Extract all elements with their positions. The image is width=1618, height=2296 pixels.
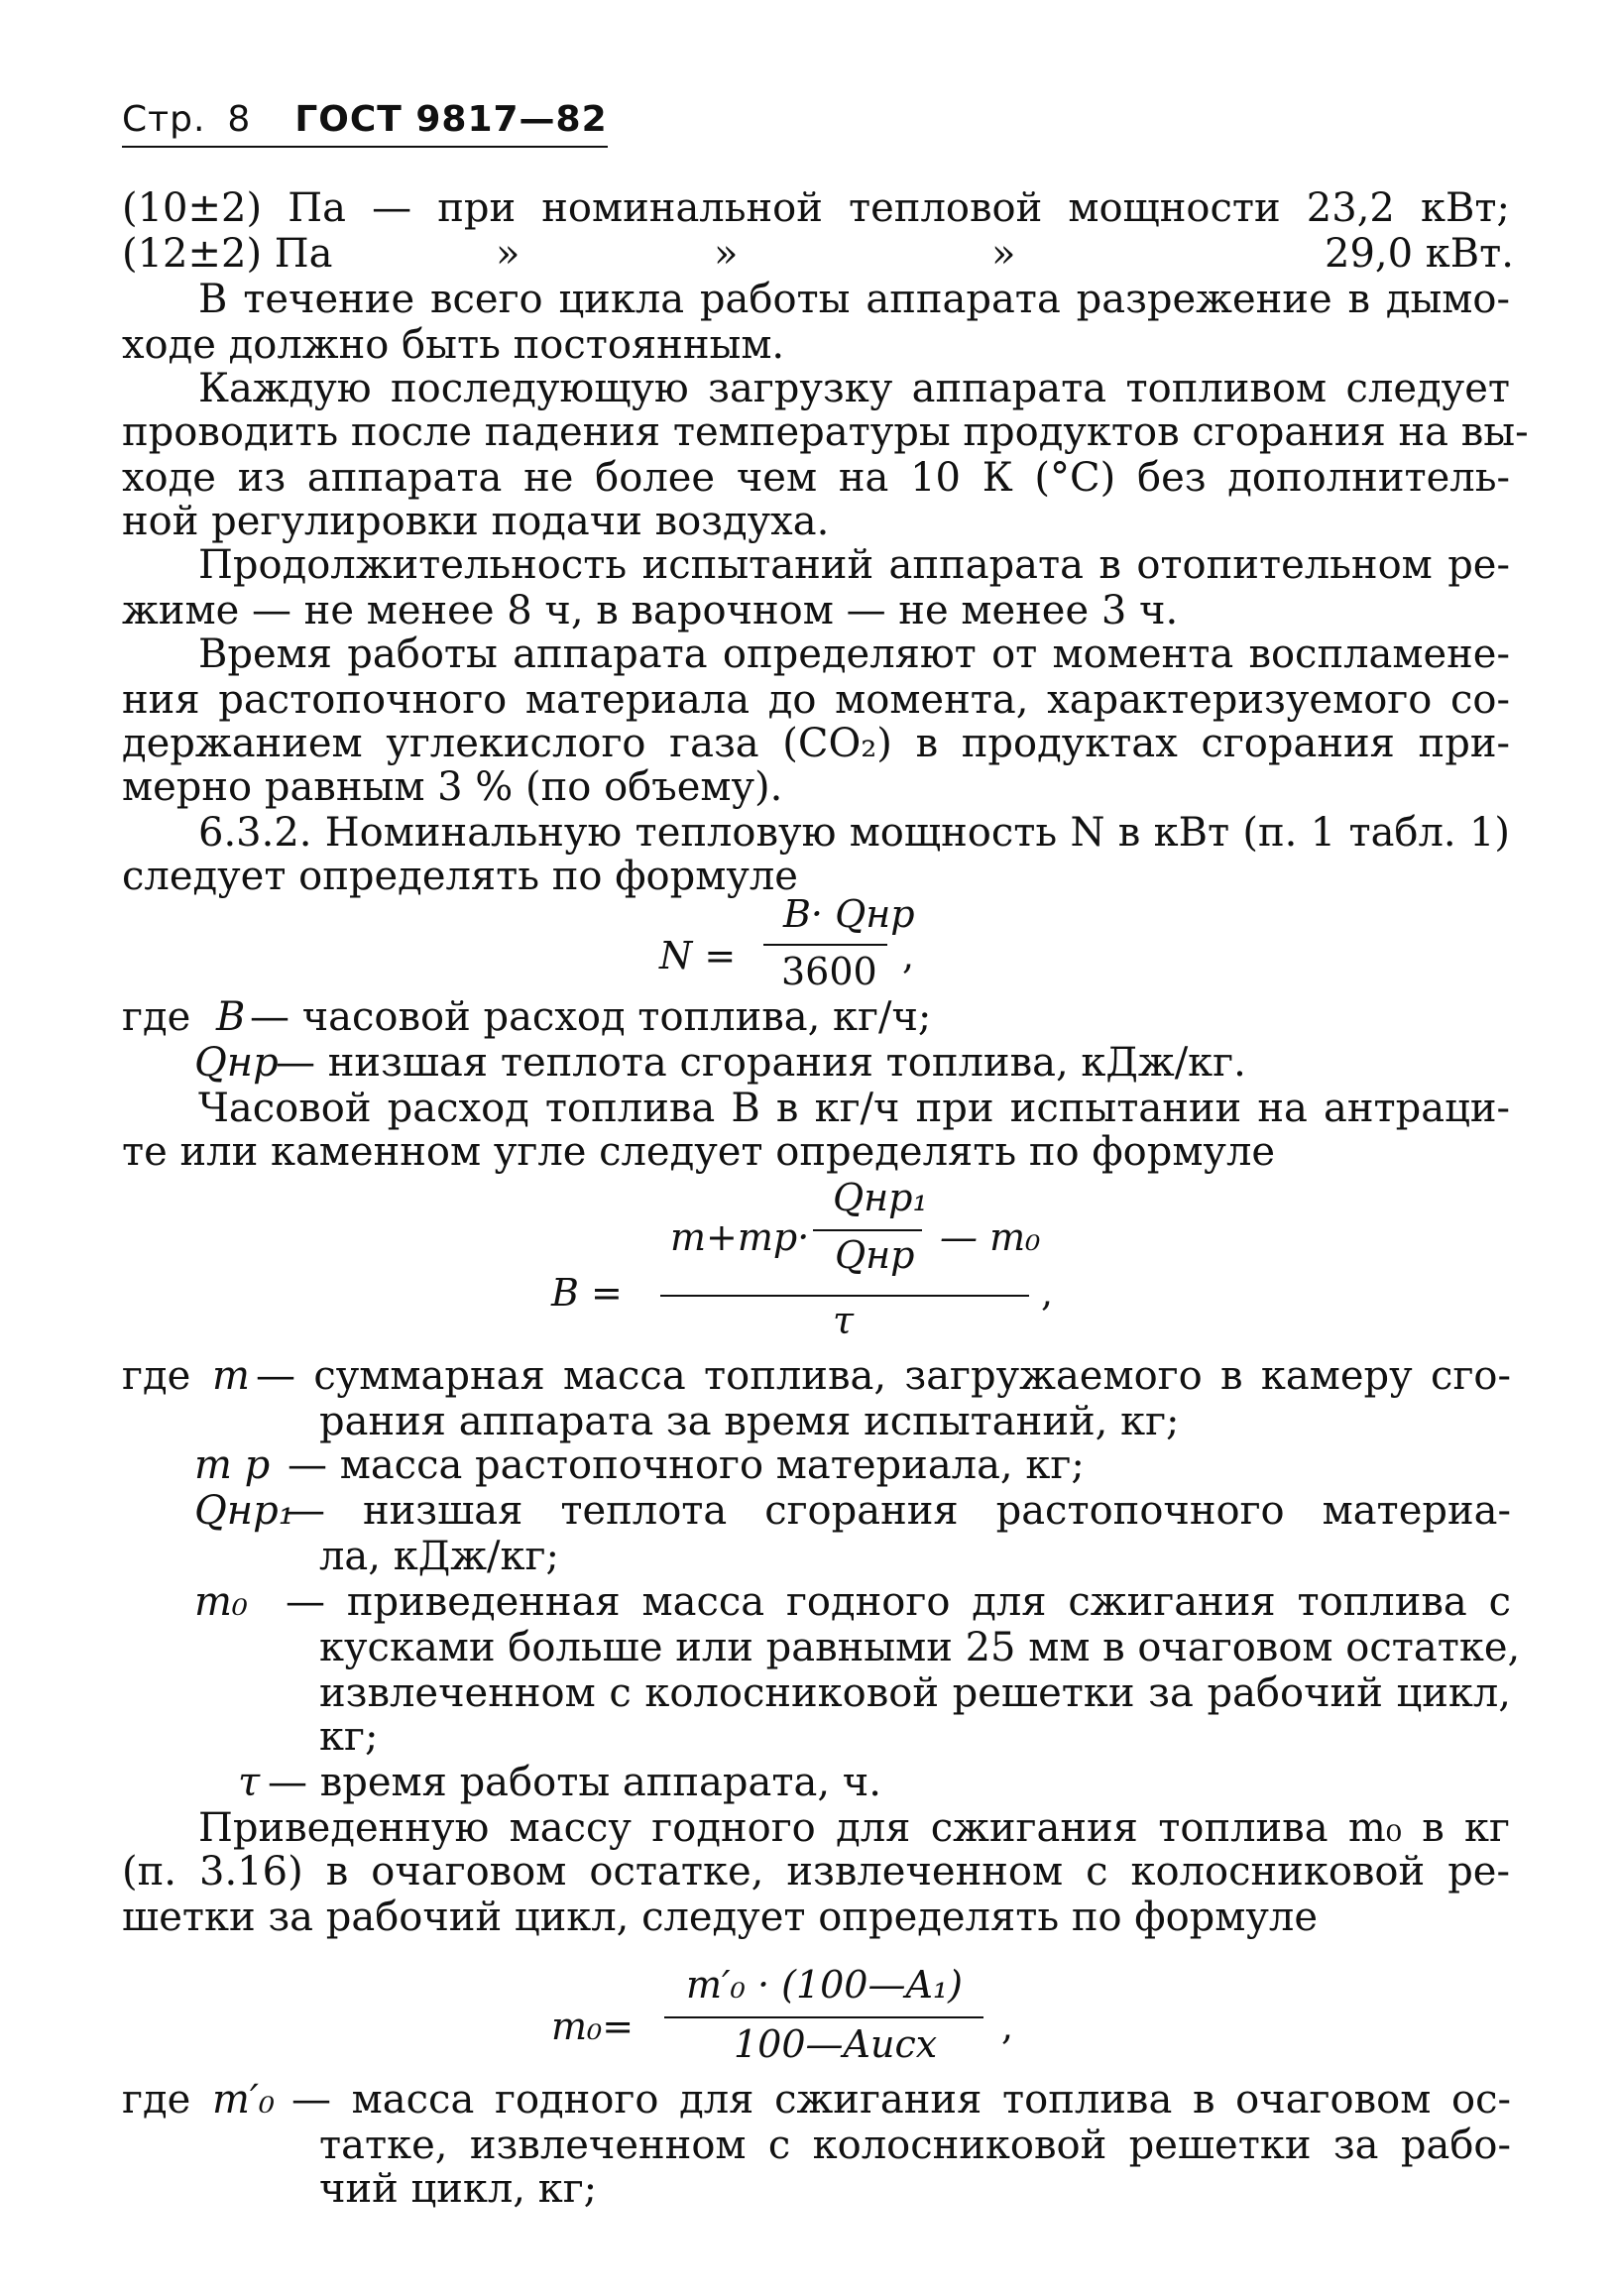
text-line: ной регулировки подачи воздуха. — [122, 499, 830, 544]
text-line: (10±2) Па — при номинальной тепловой мощности 23,2 кВт; — [122, 185, 1510, 231]
symbol: B — [216, 994, 246, 1040]
ditto-mark: » — [991, 231, 1016, 277]
formula-inner-right: — m₀ — [940, 1215, 1041, 1259]
text-line: Приведенную массу годного для сжигания топлива m₀ в кг — [198, 1805, 1510, 1851]
pressure-value: (12±2) Па — [122, 231, 333, 277]
text-line: Продолжительность испытаний аппарата в отопительном ре- — [198, 542, 1510, 588]
symbol: m′₀ — [212, 2077, 276, 2123]
text-line: ния растопочного материала до момента, характеризуемого со- — [122, 677, 1510, 723]
page-number: 8 — [227, 99, 252, 140]
formula-lhs: m₀= — [551, 2005, 635, 2048]
symbol: m — [212, 1353, 250, 1399]
formula-inner-denominator: Qнр — [835, 1233, 915, 1277]
text-line: следует определять по формуле — [122, 854, 798, 899]
where-label: где — [122, 994, 191, 1040]
text-line: Каждую последующую загрузку аппарата топливом следует — [198, 366, 1510, 411]
where-label: где — [122, 2077, 191, 2123]
fraction-bar — [664, 2016, 983, 2018]
symbol: Qнр₁ — [194, 1488, 294, 1534]
definition-text: — часовой расход топлива, кг/ч; — [250, 994, 932, 1040]
definition-text: кг; — [319, 1714, 379, 1760]
text-line: мерно равным 3 % (по объему). — [122, 764, 783, 810]
text-line: ходе должно быть постоянным. — [122, 322, 785, 368]
text-line: Часовой расход топлива B в кг/ч при испытании на антраци- — [198, 1086, 1510, 1131]
definition-text: — масса годного для сжигания топлива в очаговом ос- — [291, 2077, 1511, 2123]
definition-text: — низшая теплота сгорания растопочного материа- — [286, 1488, 1511, 1534]
inner-fraction-bar — [813, 1229, 922, 1231]
fraction-bar — [660, 1295, 1029, 1297]
text-line: жиме — не менее 8 ч, в варочном — не менее 3 ч. — [122, 588, 1179, 633]
definition-text: — масса растопочного материала, кг; — [288, 1442, 1085, 1488]
page-label: Стр. — [122, 99, 206, 140]
text-line: ходе из аппарата не более чем на 10 К (°С) без дополнитель- — [122, 455, 1510, 501]
definition-text: — приведенная масса годного для сжигания топлива с — [286, 1579, 1511, 1625]
formula-tail: , — [1001, 2005, 1014, 2048]
definition-text: чий цикл, кг; — [319, 2166, 598, 2212]
definition-text: — низшая теплота сгорания топлива, кДж/кг. — [276, 1040, 1246, 1086]
symbol: m₀ — [194, 1579, 248, 1625]
definition-text: кусками больше или равными 25 мм в очаговом остатке, — [319, 1625, 1521, 1670]
text-line: держанием углекислого газа (CO₂) в продуктах сгорания при- — [122, 721, 1510, 766]
symbol: Qнр — [194, 1040, 279, 1086]
definition-text: — время работы аппарата, ч. — [268, 1760, 881, 1805]
formula-denominator: 100—Aисх — [734, 2022, 938, 2066]
where-label: где — [122, 1353, 191, 1399]
formula-lhs: B = — [551, 1271, 623, 1315]
page-header — [122, 99, 608, 148]
formula-numerator: m′₀ · (100—A₁) — [686, 1963, 963, 2007]
text-line: те или каменном угле следует определять по формуле — [122, 1129, 1276, 1175]
formula-inner-left: m+mр· — [670, 1215, 810, 1259]
ditto-mark: » — [496, 231, 520, 277]
fraction-bar — [763, 944, 887, 946]
definition-text: ла, кДж/кг; — [319, 1534, 559, 1579]
text-line — [122, 232, 333, 276]
formula-tail: , — [902, 934, 915, 977]
formula-tail: , — [1041, 1271, 1054, 1315]
definition-text: извлеченном с колосниковой решетки за рабочий цикл, — [319, 1670, 1511, 1716]
standard-code: ГОСТ 9817—82 — [294, 99, 608, 140]
text-line: шетки за рабочий цикл, следует определять по формуле — [122, 1894, 1318, 1940]
ditto-mark: » — [714, 231, 739, 277]
formula-lhs: N = — [659, 934, 737, 977]
text-line: В течение всего цикла работы аппарата разрежение в дымо- — [198, 277, 1510, 322]
formula-inner-numerator: Qнр₁ — [833, 1176, 928, 1219]
power-value: 29,0 кВт. — [1325, 231, 1515, 277]
symbol: m р — [194, 1442, 271, 1488]
formula-denominator: τ — [833, 1299, 855, 1342]
text-line: 6.3.2. Номинальную тепловую мощность N в кВт (п. 1 табл. 1) — [198, 810, 1510, 856]
text-line: (п. 3.16) в очаговом остатке, извлеченном с колосниковой ре- — [122, 1849, 1510, 1894]
formula-denominator: 3600 — [781, 950, 877, 993]
symbol: τ — [238, 1760, 261, 1805]
definition-text: — суммарная масса топлива, загружаемого в камеру сго- — [256, 1353, 1511, 1399]
text-line: проводить после падения температуры продуктов сгорания на вы- — [122, 409, 1529, 455]
definition-text: татке, извлеченном с колосниковой решетки за рабо- — [319, 2123, 1511, 2168]
text-line: Время работы аппарата определяют от момента воспламене- — [198, 631, 1510, 677]
definition-text: рания аппарата за время испытаний, кг; — [319, 1399, 1180, 1444]
formula-numerator: B· Qнр — [783, 892, 915, 936]
